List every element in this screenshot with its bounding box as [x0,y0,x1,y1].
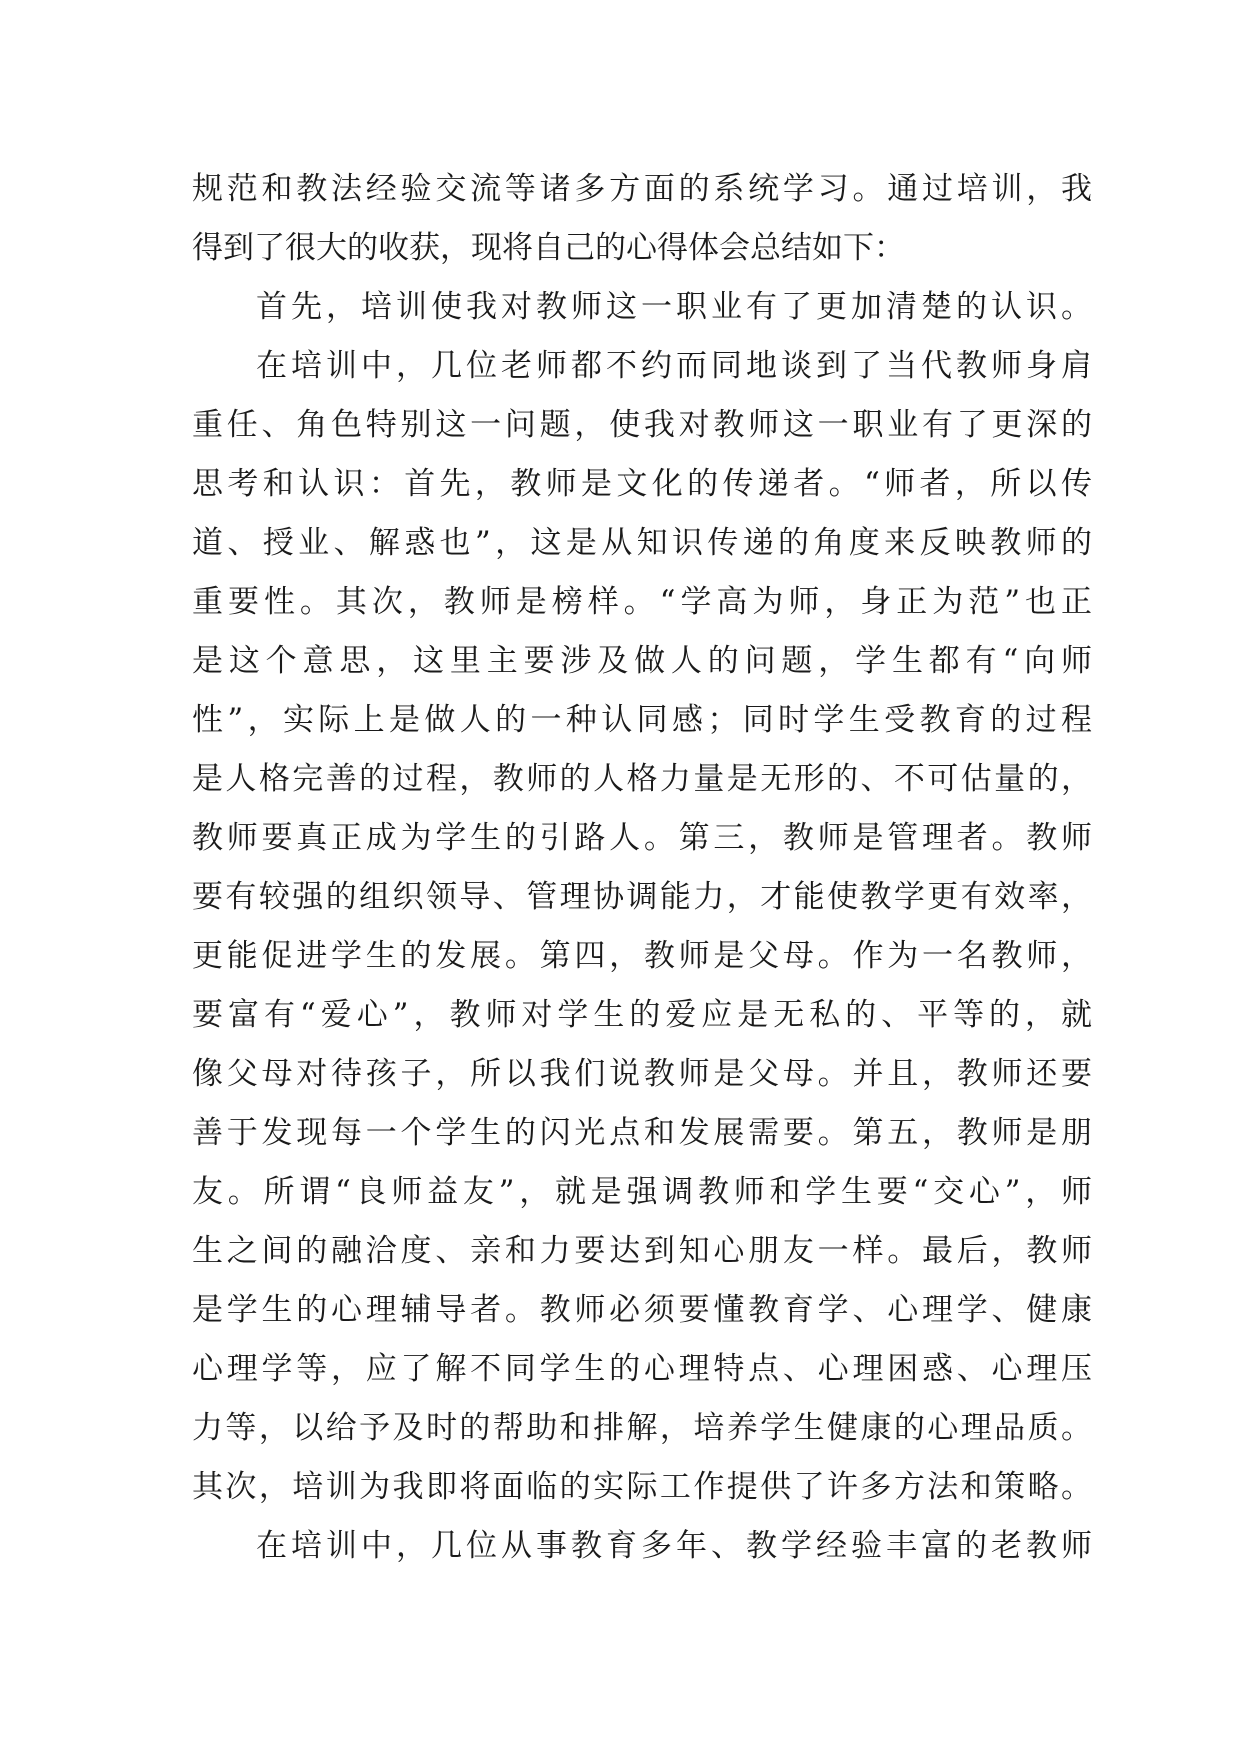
text-line: 生之间的融洽度、亲和力要达到知心朋友一样。最后，教师 [192,1233,1092,1269]
body-text [192,160,1092,1576]
text-line: 思考和认识：首先，教师是文化的传递者。“师者，所以传 [192,466,1092,502]
text-line: 要富有“爱心”，教师对学生的爱应是无私的、平等的，就 [192,997,1092,1033]
text-line: 其次，培训为我即将面临的实际工作提供了许多方法和策略。 [192,1469,1092,1505]
text-line: 是这个意思，这里主要涉及做人的问题，学生都有“向师 [192,643,1092,679]
text-line: 重任、角色特别这一问题，使我对教师这一职业有了更深的 [192,407,1092,443]
text-line: 要有较强的组织领导、管理协调能力，才能使教学更有效率， [192,879,1092,915]
text-line: 得到了很大的收获，现将自己的心得体会总结如下： [192,230,905,266]
text-line: 力等，以给予及时的帮助和排解，培养学生健康的心理品质。 [192,1410,1092,1446]
text-line: 重要性。其次，教师是榜样。“学高为师，身正为范”也正 [192,584,1092,620]
text-line: 教师要真正成为学生的引路人。第三，教师是管理者。教师 [192,820,1092,856]
text-line: 性”，实际上是做人的一种认同感；同时学生受教育的过程 [192,702,1092,738]
text-line: 像父母对待孩子，所以我们说教师是父母。并且，教师还要 [192,1056,1092,1092]
text-line: 在培训中，几位从事教育多年、教学经验丰富的老教师 [256,1528,1092,1564]
text-line: 友。所谓“良师益友”，就是强调教师和学生要“交心”，师 [192,1174,1092,1210]
text-line: 是学生的心理辅导者。教师必须要懂教育学、心理学、健康 [192,1292,1092,1328]
text-line: 心理学等，应了解不同学生的心理特点、心理困惑、心理压 [192,1351,1092,1387]
text-line: 道、授业、解惑也”，这是从知识传递的角度来反映教师的 [192,525,1092,561]
text-line: 是人格完善的过程，教师的人格力量是无形的、不可估量的， [192,761,1092,797]
text-line: 规范和教法经验交流等诸多方面的系统学习。通过培训，我 [192,171,1092,207]
text-line: 首先，培训使我对教师这一职业有了更加清楚的认识。 [256,289,1092,325]
text-line: 善于发现每一个学生的闪光点和发展需要。第五，教师是朋 [192,1115,1092,1151]
text-line: 更能促进学生的发展。第四，教师是父母。作为一名教师， [192,938,1092,974]
text-line: 在培训中，几位老师都不约而同地谈到了当代教师身肩 [256,348,1092,384]
